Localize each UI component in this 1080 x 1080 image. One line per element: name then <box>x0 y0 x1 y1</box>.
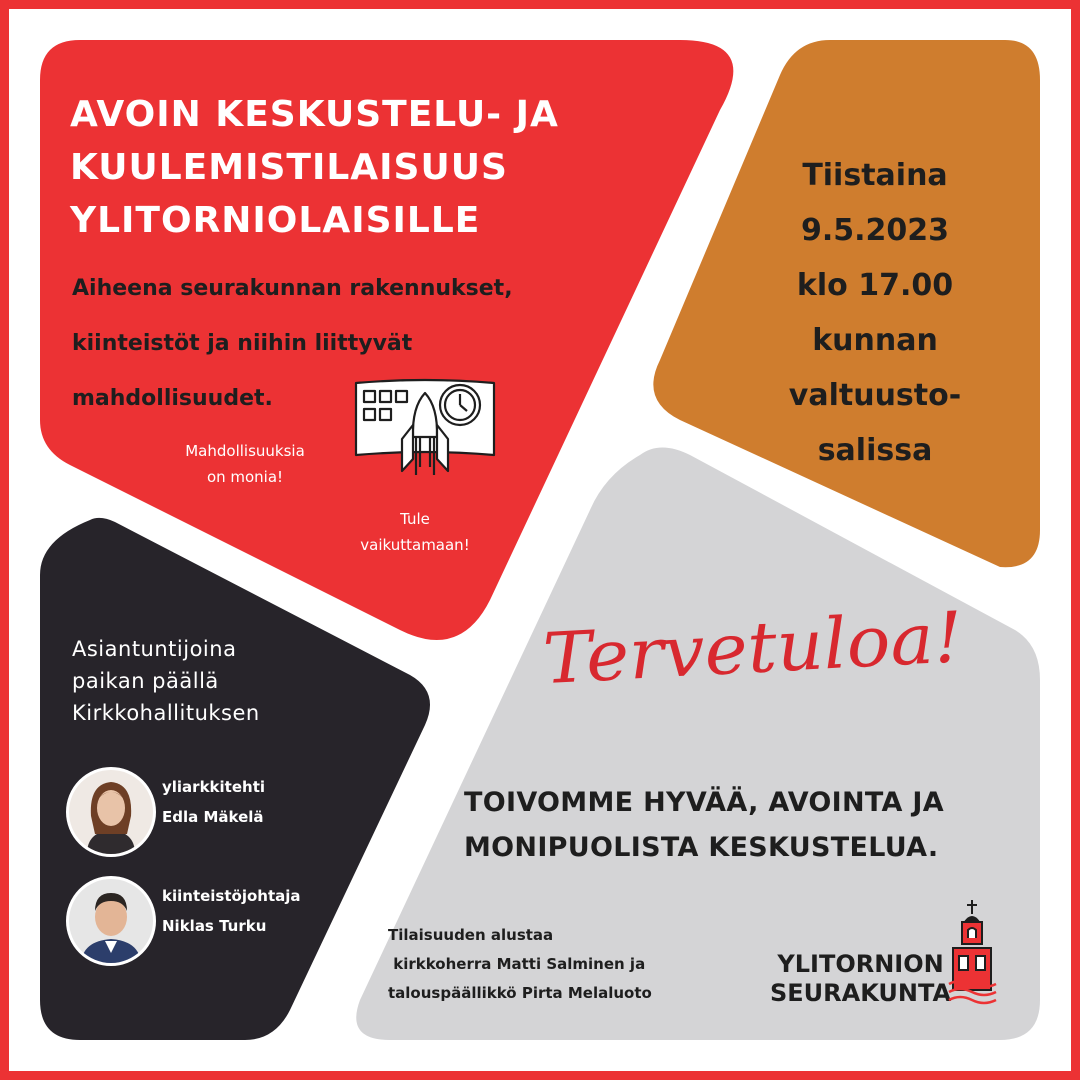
expert-role: yliarkkitehti <box>162 778 266 796</box>
event-day: Tiistaina <box>802 158 948 193</box>
man-portrait <box>69 879 153 963</box>
hope-line: TOIVOMME HYVÄÄ, AVOINTA JA <box>464 787 944 818</box>
welcome-script <box>535 590 975 710</box>
avatar <box>66 767 156 857</box>
expert-name: Niklas Turku <box>162 917 267 935</box>
event-place: salissa <box>817 433 933 468</box>
topic-line: kiinteistöt ja niihin liittyvät <box>72 331 413 356</box>
topic-line: mahdollisuudet. <box>72 386 273 411</box>
title-line: YLITORNIOLAISILLE <box>70 200 481 241</box>
expert-1 <box>162 772 265 832</box>
experts-heading <box>72 633 260 729</box>
event-title <box>70 88 559 247</box>
opener-text <box>388 921 652 1008</box>
caption-line: Tule <box>400 510 430 528</box>
parish-logo-text <box>770 950 951 1008</box>
logo-line: YLITORNION <box>777 950 944 978</box>
hope-line: MONIPUOLISTA KESKUSTELUA. <box>464 832 939 863</box>
expert-name: Edla Mäkelä <box>162 808 264 826</box>
event-date: 9.5.2023 <box>800 213 950 248</box>
woman-portrait <box>69 770 153 854</box>
caption-line: vaikuttamaan! <box>360 536 470 554</box>
welcome-text: Tervetuloa! <box>541 596 950 701</box>
topic-line: Aiheena seurakunnan rakennukset, <box>72 276 513 301</box>
rocket-building-clock-icon <box>350 375 500 485</box>
come-caption <box>340 506 490 558</box>
event-place: kunnan <box>812 323 938 358</box>
title-line: AVOIN KESKUSTELU- JA <box>70 94 559 135</box>
experts-line: paikan päällä <box>72 669 219 693</box>
opportunities-caption <box>160 438 330 490</box>
hope-text <box>464 780 944 870</box>
opener-line: talouspäällikkö Pirta Melaluoto <box>388 984 652 1002</box>
event-place: valtuusto- <box>788 378 962 413</box>
experts-line: Kirkkohallituksen <box>72 701 260 725</box>
expert-role: kiinteistöjohtaja <box>162 887 301 905</box>
opener-line: kirkkoherra Matti Salminen ja <box>388 955 646 973</box>
experts-line: Asiantuntijoina <box>72 637 237 661</box>
event-details <box>750 148 1000 478</box>
expert-2 <box>162 881 301 941</box>
church-tower-icon <box>945 898 1000 1006</box>
caption-line: on monia! <box>206 468 284 486</box>
avatar <box>66 876 156 966</box>
opener-line: Tilaisuuden alustaa <box>388 926 554 944</box>
logo-line: SEURAKUNTA <box>770 979 952 1007</box>
title-line: KUULEMISTILAISUUS <box>70 147 508 188</box>
caption-line: Mahdollisuuksia <box>185 442 305 460</box>
event-time: klo 17.00 <box>796 268 954 303</box>
